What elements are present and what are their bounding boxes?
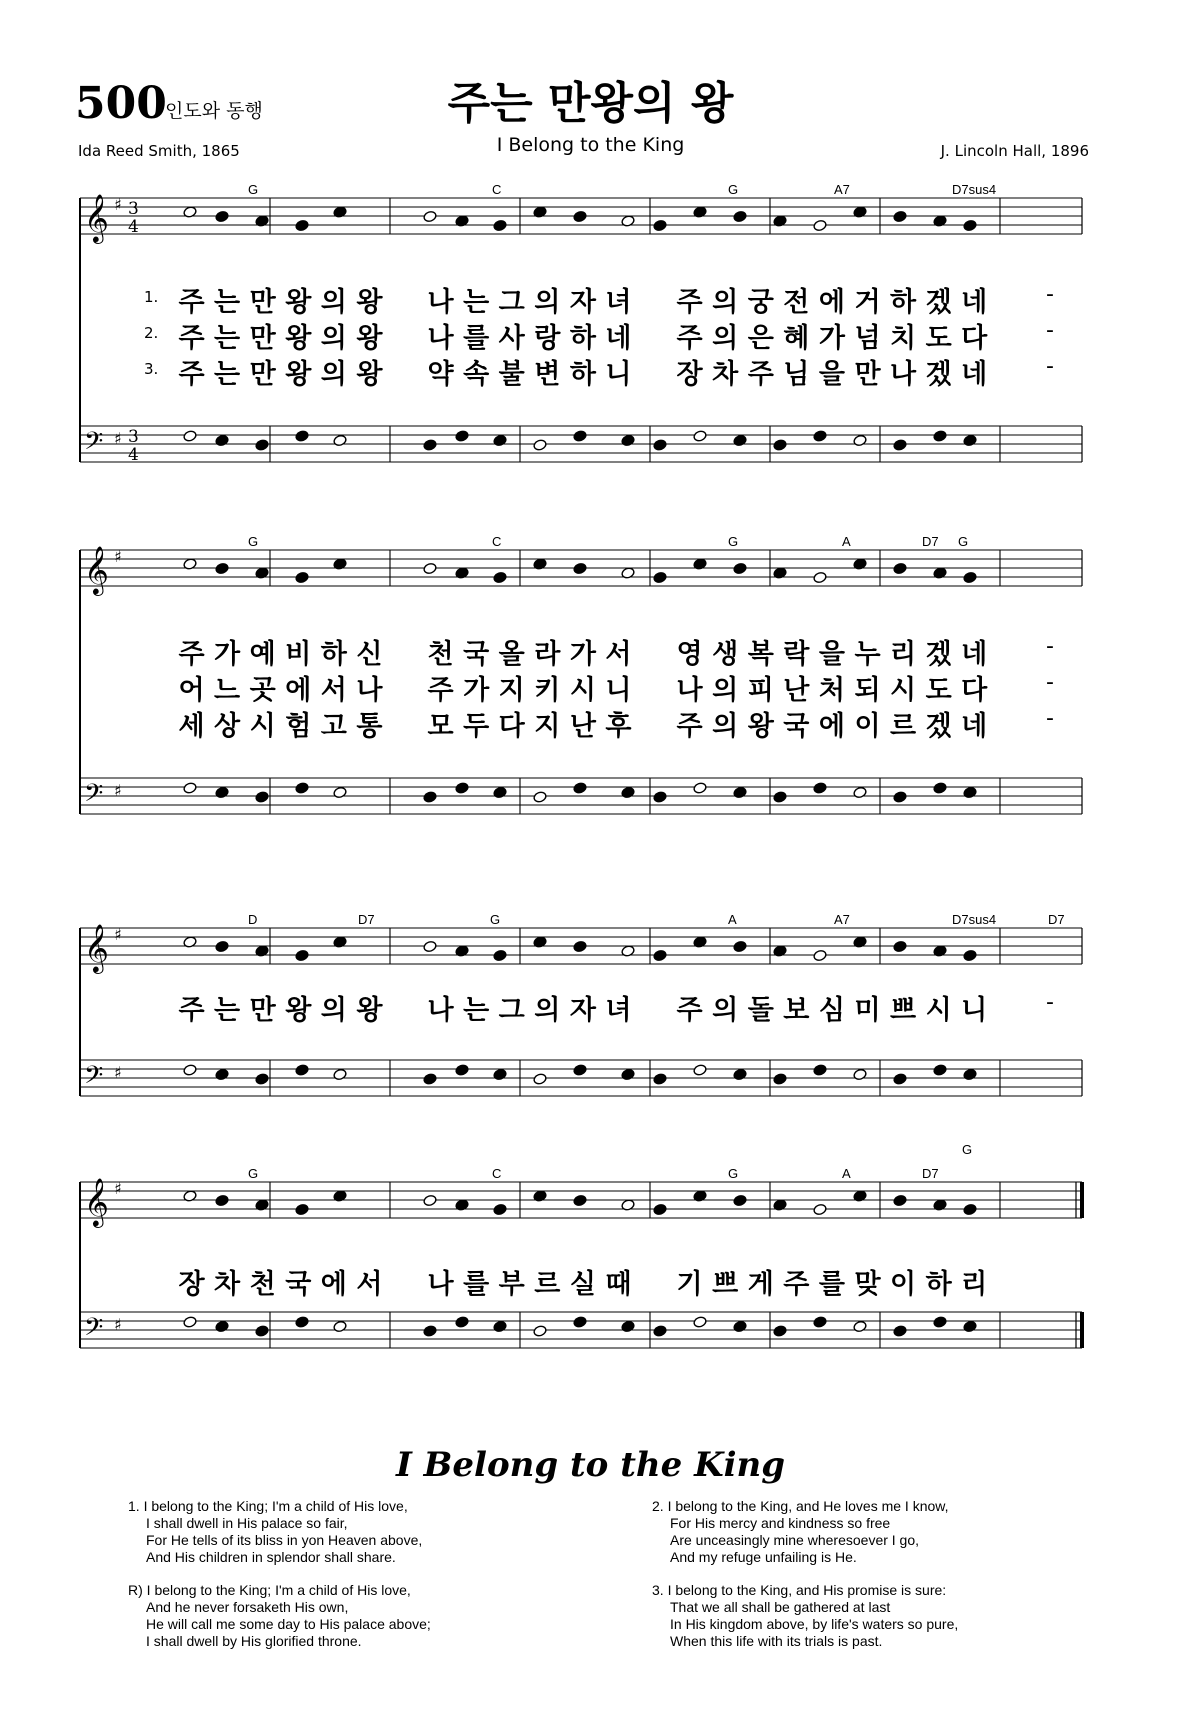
chord-symbol: A [728, 912, 737, 927]
verse-number: 1. [144, 288, 159, 306]
music-glyph: 3 [128, 199, 139, 219]
note-head [963, 571, 977, 584]
note-head [893, 1194, 907, 1207]
chord-symbol: C [492, 182, 502, 197]
note-head [773, 791, 787, 804]
note-head [493, 786, 507, 799]
chord-symbol: C [492, 1166, 502, 1181]
lyric-line: 주 는 만 왕 의 왕 약 속 불 변 하 니 장 차 주 님 을 만 나 겠 네 [178, 359, 988, 390]
note-head [813, 1203, 827, 1216]
note-head [853, 1320, 867, 1333]
music-glyph: 𝄢 [84, 1313, 104, 1348]
note-head [963, 949, 977, 962]
music-glyph: 𝄢 [84, 1061, 104, 1096]
lyric-dash: - [1046, 318, 1054, 343]
verse-line: 2. I belong to the King, and He loves me I know, [652, 1498, 949, 1514]
note-head [693, 430, 707, 443]
note-head [813, 219, 827, 232]
chord-symbol: D [248, 912, 258, 927]
note-head [215, 210, 229, 223]
note-head [183, 430, 197, 443]
note-head [423, 562, 437, 575]
note-head [813, 571, 827, 584]
note-head [733, 940, 747, 953]
verse-line: I shall dwell by His glorified throne. [146, 1633, 362, 1649]
note-head [963, 1320, 977, 1333]
music-glyph: ♯ [114, 195, 122, 214]
english-refrain [128, 1582, 431, 1650]
note-head [215, 434, 229, 447]
note-head [653, 1073, 667, 1086]
verse-line: 1. I belong to the King; I'm a child of His love, [128, 1498, 408, 1514]
english-title: I Belong to the King [395, 1445, 786, 1485]
verse-line: And he never forsaketh His own, [146, 1599, 349, 1615]
note-head [255, 1073, 269, 1086]
music-glyph: 𝄞 [84, 193, 109, 242]
lyric-dash: - [1046, 282, 1054, 307]
lyric-line: 주 는 만 왕 의 왕 나 를 사 랑 하 네 주 의 은 혜 가 넘 치 도 다 [178, 323, 988, 354]
note-head [255, 791, 269, 804]
lyricist-credit: Ida Reed Smith, 1865 [78, 142, 240, 160]
hymn-subtitle: I Belong to the King [496, 134, 685, 156]
verse-line: He will call me some day to His palace above; [146, 1616, 431, 1632]
note-head [733, 1320, 747, 1333]
note-head [333, 434, 347, 447]
note-head [813, 1316, 827, 1329]
note-head [533, 1073, 547, 1086]
verse-line: For He tells of its bliss in yon Heaven above, [146, 1532, 423, 1548]
note-head [423, 1194, 437, 1207]
note-head [733, 786, 747, 799]
note-head [573, 1194, 587, 1207]
english-verse-1 [128, 1498, 422, 1566]
chord-symbol: D7sus4 [952, 182, 997, 197]
lyric-line: 세 상 시 험 고 통 모 두 다 지 난 후 주 의 왕 국 에 이 르 겠 네 [178, 711, 988, 742]
note-head [963, 1203, 977, 1216]
note-head [183, 1316, 197, 1329]
note-head [533, 439, 547, 452]
hymn-title: 주는 만왕의 왕 [447, 78, 734, 129]
note-head [963, 1068, 977, 1081]
note-head [493, 434, 507, 447]
note-head [215, 786, 229, 799]
lyric-dash: - [1046, 706, 1054, 731]
note-head [853, 1068, 867, 1081]
note-head [573, 1064, 587, 1077]
chord-symbol: G [962, 1142, 973, 1157]
chord-symbol: G [728, 1166, 739, 1181]
music-glyph: 𝄢 [84, 779, 104, 814]
note-head [893, 562, 907, 575]
lyric-dash: - [1046, 670, 1054, 695]
note-head [653, 219, 667, 232]
lyric-line: 주 는 만 왕 의 왕 나 는 그 의 자 녀 주 의 궁 전 에 거 하 겠 네 [178, 287, 988, 318]
note-head [493, 1203, 507, 1216]
music-glyph: ♯ [114, 429, 122, 448]
note-head [773, 1325, 787, 1338]
verse-line: And my refuge unfailing is He. [670, 1549, 857, 1565]
verse-line: For His mercy and kindness so free [670, 1515, 891, 1531]
note-head [573, 430, 587, 443]
note-head [423, 210, 437, 223]
note-head [733, 210, 747, 223]
note-head [621, 1320, 635, 1333]
note-head [295, 430, 309, 443]
note-head [893, 1325, 907, 1338]
note-head [493, 1068, 507, 1081]
lyric-dash: - [1046, 990, 1054, 1015]
note-head [183, 1064, 197, 1077]
note-head [423, 940, 437, 953]
music-glyph: 4 [128, 445, 139, 465]
note-head [963, 219, 977, 232]
note-head [255, 439, 269, 452]
note-head [621, 786, 635, 799]
hymn-number: 500 [75, 78, 167, 129]
note-head [533, 791, 547, 804]
chord-symbol: G [490, 912, 501, 927]
note-head [893, 791, 907, 804]
note-head [733, 562, 747, 575]
music-glyph: ♯ [114, 547, 122, 566]
lyric-line: 주 는 만 왕 의 왕 나 는 그 의 자 녀 주 의 돌 보 심 미 쁘 시 니 [178, 995, 988, 1026]
note-head [215, 1320, 229, 1333]
note-head [215, 1068, 229, 1081]
chord-symbol: G [728, 182, 739, 197]
note-head [493, 219, 507, 232]
music-glyph: 𝄞 [84, 1177, 109, 1226]
note-head [733, 1194, 747, 1207]
note-head [653, 571, 667, 584]
english-verse-3 [652, 1582, 958, 1650]
verse-line: I shall dwell in His palace so fair, [146, 1515, 348, 1531]
note-head [621, 1068, 635, 1081]
music-glyph: 𝄞 [84, 545, 109, 594]
music-glyph: ♯ [114, 1179, 122, 1198]
note-head [653, 439, 667, 452]
note-head [215, 1194, 229, 1207]
note-head [295, 219, 309, 232]
chord-symbol: C [492, 534, 502, 549]
note-head [455, 1064, 469, 1077]
chord-symbol: G [248, 1166, 259, 1181]
lyric-dash: - [1046, 354, 1054, 379]
note-head [621, 434, 635, 447]
verse-line: When this life with its trials is past. [670, 1633, 883, 1649]
chord-symbol: D7sus4 [952, 912, 997, 927]
note-head [933, 782, 947, 795]
note-head [573, 562, 587, 575]
chord-symbol: D7 [922, 534, 939, 549]
note-head [693, 782, 707, 795]
note-head [813, 1064, 827, 1077]
verse-line: That we all shall be gathered at last [670, 1599, 891, 1615]
note-head [813, 949, 827, 962]
note-head [933, 430, 947, 443]
english-verse-2 [652, 1498, 949, 1566]
note-head [493, 1320, 507, 1333]
lyric-line: 어 느 곳 에 서 나 주 가 지 키 시 니 나 의 피 난 처 되 시 도 다 [178, 675, 988, 706]
note-head [295, 949, 309, 962]
note-head [653, 791, 667, 804]
note-head [333, 1320, 347, 1333]
note-head [653, 1325, 667, 1338]
verse-line: And His children in splendor shall share. [146, 1549, 396, 1565]
note-head [455, 1316, 469, 1329]
verse-number: 2. [144, 324, 159, 342]
chord-symbol: D7 [358, 912, 375, 927]
composer-credit: J. Lincoln Hall, 1896 [940, 142, 1089, 160]
note-head [813, 430, 827, 443]
note-head [573, 782, 587, 795]
verse-line: 3. I belong to the King, and His promise is sure: [652, 1582, 947, 1598]
note-head [423, 1073, 437, 1086]
note-head [493, 949, 507, 962]
note-head [455, 782, 469, 795]
note-head [215, 940, 229, 953]
verse-line: In His kingdom above, by life's waters so pure, [670, 1616, 959, 1632]
note-head [573, 1316, 587, 1329]
hymn-category: 인도와 동행 [165, 100, 263, 122]
verse-line: Are unceasingly mine wheresoever I go, [670, 1532, 920, 1548]
music-glyph: 𝄞 [84, 923, 109, 972]
note-head [423, 791, 437, 804]
chord-symbol: G [958, 534, 969, 549]
note-head [893, 439, 907, 452]
chord-symbol: D7 [1048, 912, 1065, 927]
lyric-line: 주 가 예 비 하 신 천 국 올 라 가 서 영 생 복 락 을 누 리 겠 네 [178, 639, 988, 670]
note-head [773, 439, 787, 452]
music-glyph: ♯ [114, 1063, 122, 1082]
note-head [693, 1316, 707, 1329]
note-head [853, 434, 867, 447]
note-head [813, 782, 827, 795]
note-head [573, 210, 587, 223]
note-head [893, 940, 907, 953]
verse-number: 3. [144, 360, 159, 378]
lyric-line: 장 차 천 국 에 서 나 를 부 르 실 때 기 쁘 게 주 를 맞 이 하 리 [178, 1269, 988, 1300]
music-glyph: ♯ [114, 781, 122, 800]
chord-symbol: G [248, 182, 259, 197]
note-head [295, 1203, 309, 1216]
note-head [653, 949, 667, 962]
music-glyph: 3 [128, 427, 139, 447]
chord-symbol: G [728, 534, 739, 549]
chord-symbol: G [248, 534, 259, 549]
note-head [963, 786, 977, 799]
note-head [733, 1068, 747, 1081]
note-head [653, 1203, 667, 1216]
note-head [423, 439, 437, 452]
chord-symbol: D7 [922, 1166, 939, 1181]
note-head [533, 1325, 547, 1338]
chord-symbol: A [842, 534, 851, 549]
music-glyph: 4 [128, 217, 139, 237]
note-head [295, 782, 309, 795]
lyric-dash: - [1046, 634, 1054, 659]
chord-symbol: A7 [834, 912, 850, 927]
note-head [215, 562, 229, 575]
note-head [295, 1064, 309, 1077]
note-head [295, 1316, 309, 1329]
note-head [733, 434, 747, 447]
note-head [773, 1073, 787, 1086]
note-head [933, 1316, 947, 1329]
music-glyph: ♯ [114, 1315, 122, 1334]
note-head [255, 1325, 269, 1338]
note-head [893, 1073, 907, 1086]
note-head [183, 782, 197, 795]
chord-symbol: A [842, 1166, 851, 1181]
verse-line: R) I belong to the King; I'm a child of His love, [128, 1582, 411, 1598]
note-head [693, 1064, 707, 1077]
note-head [963, 434, 977, 447]
note-head [423, 1325, 437, 1338]
note-head [333, 786, 347, 799]
note-head [933, 1064, 947, 1077]
note-head [893, 210, 907, 223]
note-head [455, 430, 469, 443]
music-glyph: 𝄢 [84, 427, 104, 462]
note-head [333, 1068, 347, 1081]
music-glyph: ♯ [114, 925, 122, 944]
chord-symbol: A7 [834, 182, 850, 197]
note-head [573, 940, 587, 953]
note-head [295, 571, 309, 584]
note-head [853, 786, 867, 799]
note-head [493, 571, 507, 584]
